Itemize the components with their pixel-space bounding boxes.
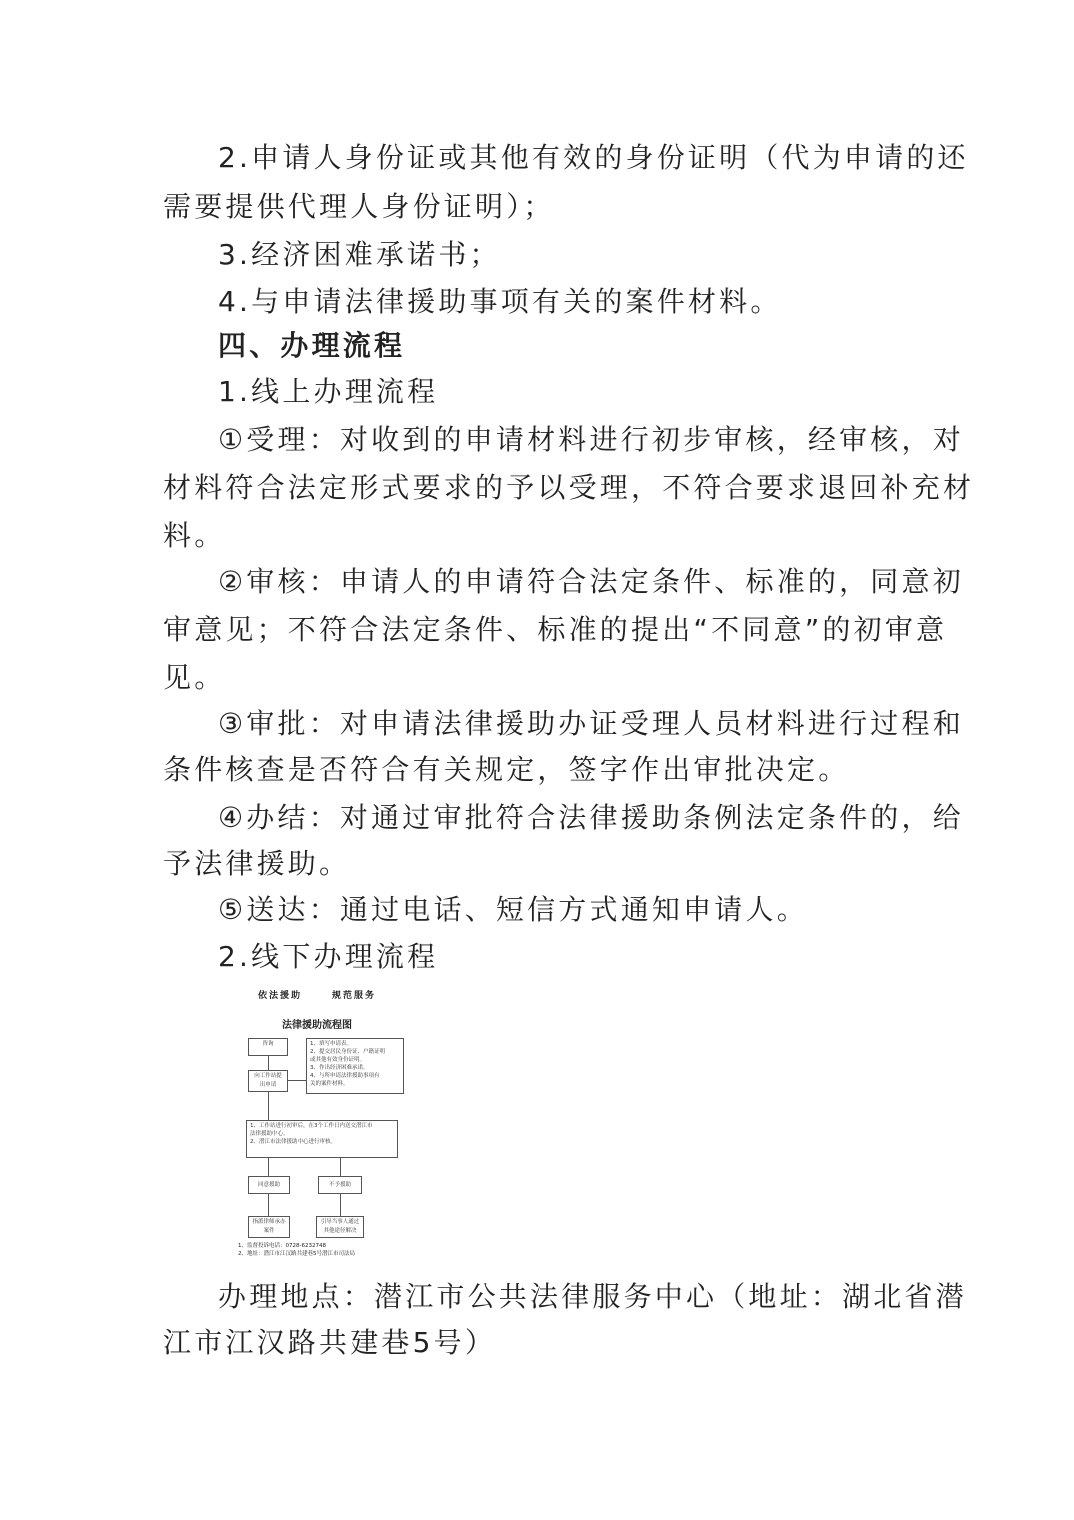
step-3-line-2: 条件核查是否符合有关规定，签字作出审批决定。 bbox=[163, 753, 850, 786]
flowchart-connector bbox=[288, 1080, 306, 1081]
step-3-line-1: ③审批：对申请法律援助办证受理人员材料进行过程和 bbox=[218, 707, 964, 740]
flowchart-node-guide: 引导当事人通过其他途径解决 bbox=[316, 1216, 364, 1238]
flowchart-footer-complaint: 1、监督投诉电话：0728-6232748 bbox=[238, 1243, 326, 1249]
flowchart-materials-box bbox=[306, 1038, 404, 1094]
flowchart-slogan-right: 规范服务 bbox=[332, 991, 377, 1001]
flowchart-node-consult: 咨询 bbox=[248, 1038, 288, 1056]
step-5-line-1: ⑤送达：通过电话、短信方式通知申请人。 bbox=[218, 893, 808, 926]
flowchart-materials-item: 关的案件材料。 bbox=[310, 1081, 349, 1087]
flowchart-connector bbox=[268, 1056, 269, 1070]
flowchart-materials-item: 或其他有效身份证明。 bbox=[310, 1057, 366, 1063]
location-line-2: 江市江汉路共建巷5号） bbox=[163, 1326, 497, 1359]
flowchart-node-reject: 不予援助 bbox=[318, 1176, 362, 1194]
legal-aid-flowchart bbox=[230, 984, 410, 1264]
flowchart-node-assign: 指派律师承办案件 bbox=[248, 1216, 290, 1238]
section-heading: 四、办理流程 bbox=[218, 329, 406, 362]
material-item-2-line-1: 2.申请人身份证或其他有效的身份证明（代为申请的还 bbox=[218, 141, 969, 174]
flowchart-materials-item: 1、填写申请表。 bbox=[310, 1041, 352, 1047]
step-1-line-1: ①受理：对收到的申请材料进行初步审核，经审核，对 bbox=[218, 423, 964, 456]
flowchart-slogan-left: 依法援助 bbox=[258, 991, 303, 1001]
flowchart-review-item: 1、工作站进行初审后，在3个工作日内送交潜江市 bbox=[250, 1123, 373, 1129]
material-item-4: 4.与申请法律援助事项有关的案件材料。 bbox=[218, 285, 782, 318]
flowchart-review-item: 2、潜江市法律援助中心进行审核。 bbox=[250, 1139, 337, 1145]
step-1-line-2: 材料符合法定形式要求的予以受理，不符合要求退回补充材 bbox=[163, 471, 975, 504]
flowchart-footer-address: 2、地址：潜江市江汉路共建巷5号潜江市司法局 bbox=[238, 1251, 356, 1257]
step-4-line-1: ④办结：对通过审批符合法律援助条例法定条件的，给 bbox=[218, 801, 964, 834]
step-1-line-3: 料。 bbox=[163, 519, 226, 552]
flowchart-connector bbox=[268, 1092, 269, 1120]
flowchart-connector bbox=[268, 1194, 269, 1216]
flowchart-connector bbox=[340, 1158, 341, 1176]
step-4-line-2: 予法律援助。 bbox=[163, 847, 351, 880]
flowchart-materials-item: 2、提交居民身份证、户籍证明 bbox=[310, 1049, 386, 1055]
step-2-line-1: ②审核：申请人的申请符合法定条件、标准的，同意初 bbox=[218, 565, 964, 598]
flowchart-materials-item: 4、与所申请法律援助事项有 bbox=[310, 1073, 380, 1079]
flowchart-node-approve: 同意援助 bbox=[248, 1176, 290, 1194]
flowchart-node-apply: 向工作站提出申请 bbox=[248, 1070, 288, 1092]
offline-process-title: 2.线下办理流程 bbox=[218, 940, 439, 973]
flowchart-connector bbox=[340, 1194, 341, 1216]
flowchart-connector bbox=[268, 1158, 269, 1176]
flowchart-review-box bbox=[246, 1120, 398, 1158]
flowchart-title: 法律援助流程图 bbox=[282, 1020, 352, 1031]
flowchart-materials-item: 3、作出经济困难承诺。 bbox=[310, 1065, 369, 1071]
flowchart-review-item: 法律援助中心。 bbox=[250, 1131, 289, 1137]
location-line-1: 办理地点：潜江市公共法律服务中心（地址：湖北省潜 bbox=[218, 1280, 967, 1313]
step-2-line-3: 见。 bbox=[163, 661, 226, 694]
material-item-3: 3.经济困难承诺书； bbox=[218, 238, 501, 271]
step-2-line-2: 审意见；不符合法定条件、标准的提出“不同意”的初审意 bbox=[163, 613, 948, 646]
online-process-title: 1.线上办理流程 bbox=[218, 375, 439, 408]
material-item-2-line-2: 需要提供代理人身份证明）； bbox=[163, 190, 555, 223]
